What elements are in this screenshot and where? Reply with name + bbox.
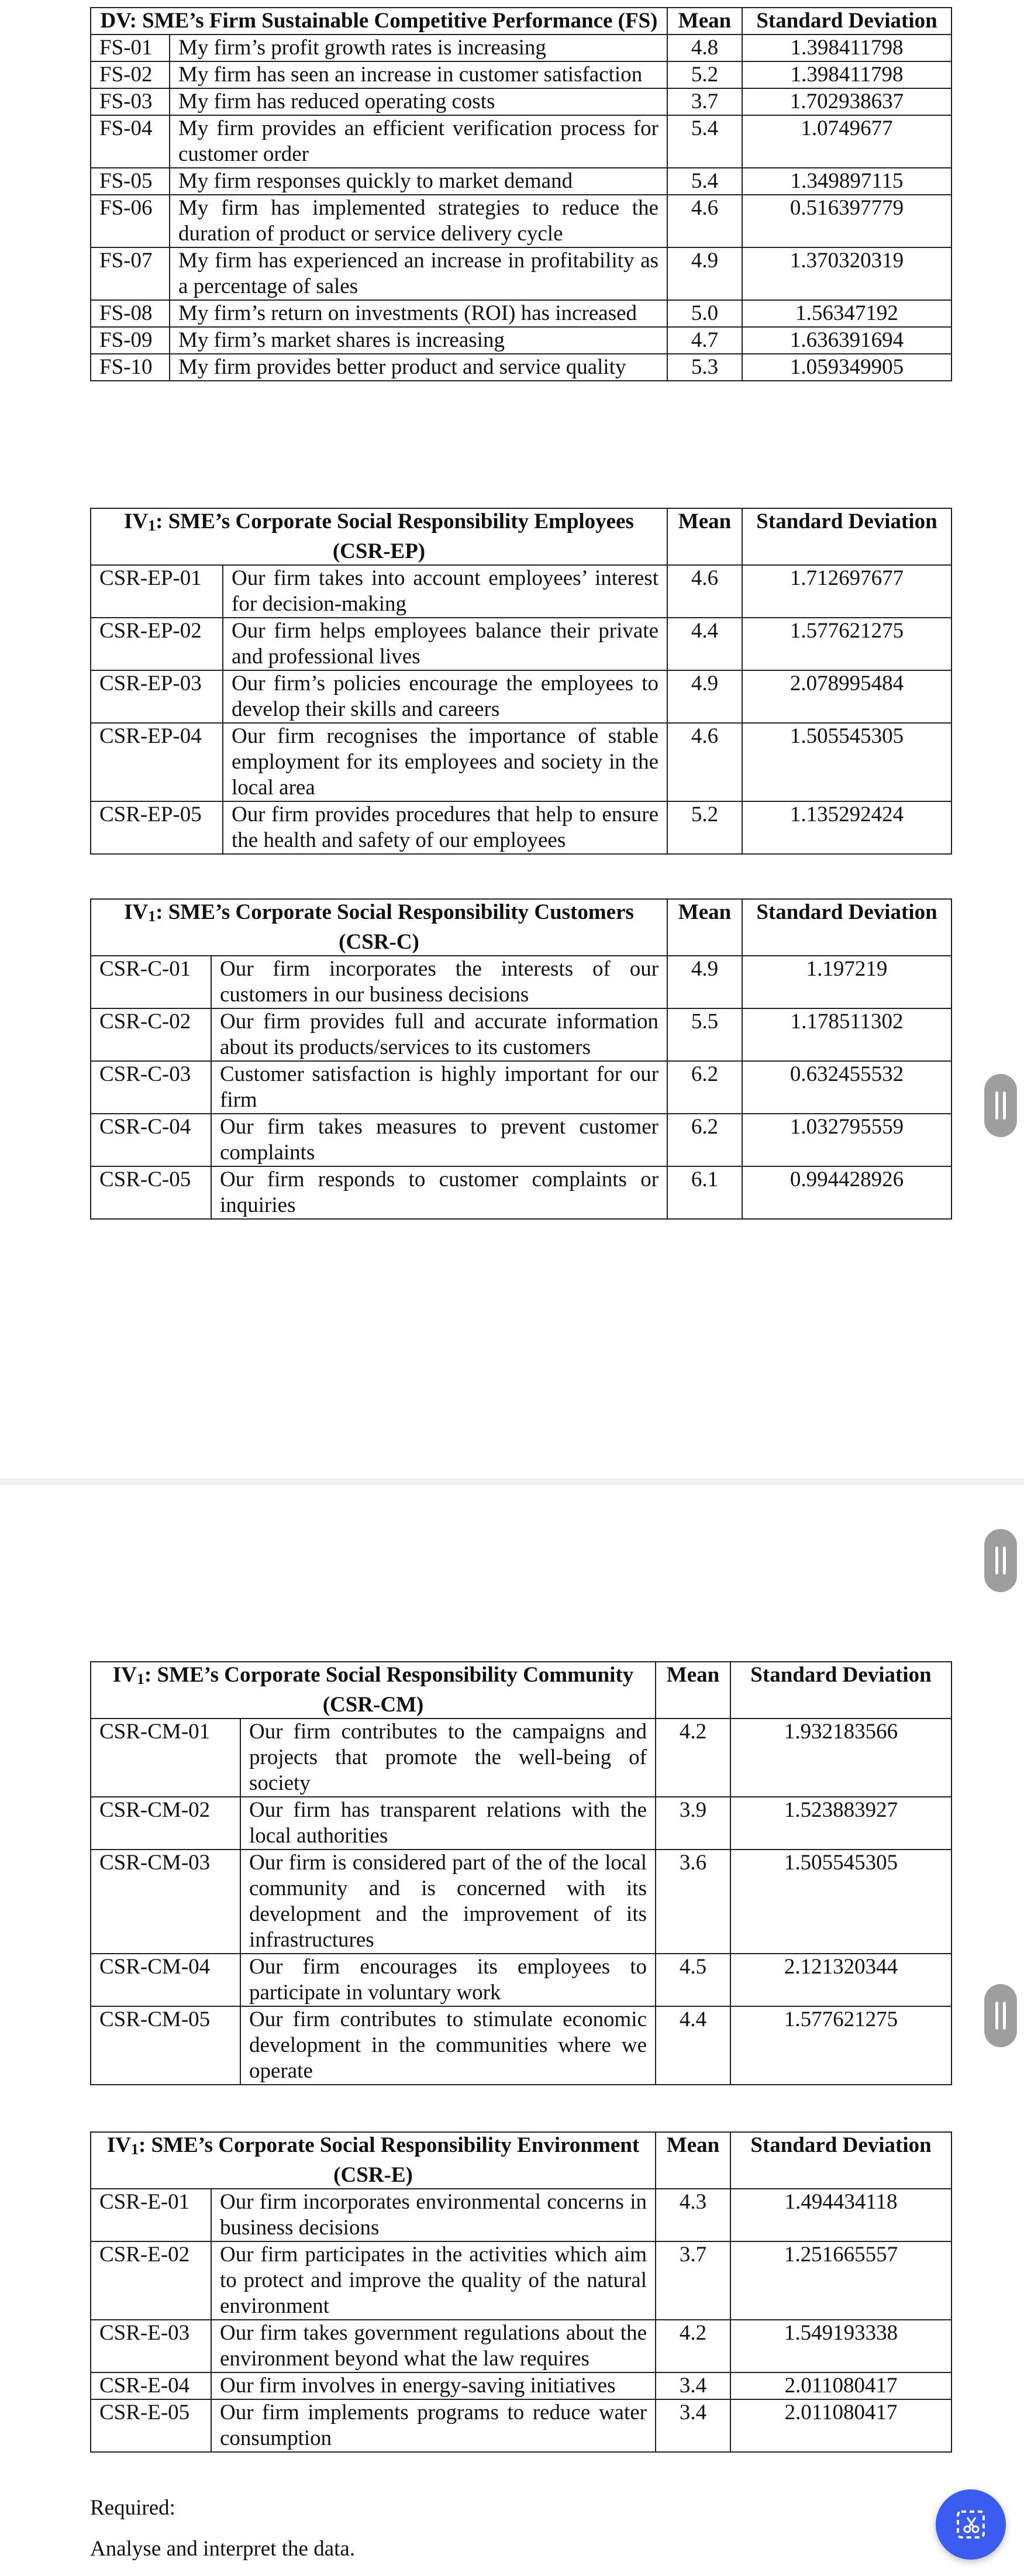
table-header-row [91,8,951,35]
item-code: CSR-CM-03 [91,1850,240,1954]
table-row [91,956,951,1008]
table-row [91,1797,951,1850]
item-mean: 4.6 [667,195,742,247]
item-sd: 1.398411798 [742,35,951,61]
sd-header: Standard Deviation [742,899,951,956]
screenshot-select-icon [954,2508,987,2541]
item-sd: 1.505545305 [742,723,951,801]
mean-header: Mean [656,2132,730,2189]
table-row [91,1166,951,1219]
item-sd: 1.577621275 [730,2006,951,2085]
item-description: My firm responses quickly to market demand [170,168,667,195]
table-row [91,2189,951,2241]
item-mean: 5.2 [667,61,742,88]
table-header-row [91,2132,951,2189]
table-header-row [91,508,951,565]
sd-header: Standard Deviation [730,2132,951,2189]
table-title [91,508,667,565]
item-sd: 1.135292424 [742,801,951,854]
table-row [91,2006,951,2085]
item-sd: 1.370320319 [742,247,951,300]
item-sd: 1.398411798 [742,61,951,88]
item-sd: 0.632455532 [742,1061,951,1114]
item-description: Our firm incorporates environmental concerns in business decisions [211,2189,656,2241]
item-description: My firm has reduced operating costs [170,88,667,115]
item-description: Our firm responds to customer complaints or inquiries [211,1166,667,1219]
item-description: Our firm incorporates the interests of our customers in our business decisions [211,956,667,1008]
item-sd: 1.523883927 [730,1797,951,1850]
item-code: CSR-C-02 [91,1008,211,1061]
sd-header: Standard Deviation [742,508,951,565]
table-row [91,1008,951,1061]
page-separator [0,1479,1024,1485]
table-row [91,327,951,354]
title-subscript: 1 [148,517,156,534]
item-description: Our firm encourages its employees to participate in voluntary work [240,1954,656,2006]
item-sd: 1.0749677 [742,115,951,168]
item-code: CSR-E-01 [91,2189,211,2241]
item-code: CSR-EP-03 [91,670,223,723]
item-sd: 0.994428926 [742,1166,951,1219]
item-sd: 2.078995484 [742,670,951,723]
item-mean: 4.2 [656,2320,730,2372]
table-title [91,1662,656,1719]
item-description: Our firm takes government regulations about the environment beyond what the law requires [211,2320,656,2372]
item-mean: 4.2 [656,1719,730,1797]
title-prefix: IV [112,1663,137,1687]
item-mean: 4.7 [667,327,742,354]
item-mean: 5.4 [667,168,742,195]
item-description: My firm’s market shares is increasing [170,327,667,354]
title-prefix: IV [124,900,149,924]
table-row [91,61,951,88]
item-code: CSR-CM-02 [91,1797,240,1850]
item-sd: 1.349897115 [742,168,951,195]
item-sd: 1.059349905 [742,354,951,381]
item-code: CSR-CM-04 [91,1954,240,2006]
item-mean: 4.9 [667,247,742,300]
item-sd: 1.178511302 [742,1008,951,1061]
item-code: CSR-EP-02 [91,618,223,670]
item-mean: 5.3 [667,354,742,381]
item-mean: 6.1 [667,1166,742,1219]
item-mean: 3.7 [656,2241,730,2320]
mean-header: Mean [667,508,742,565]
item-mean: 4.3 [656,2189,730,2241]
item-mean: 4.4 [667,618,742,670]
item-description: Our firm takes measures to prevent customer complaints [211,1114,667,1166]
title-subscript: 1 [148,908,156,925]
item-code: CSR-CM-05 [91,2006,240,2085]
item-mean: 6.2 [667,1061,742,1114]
item-sd: 1.577621275 [742,618,951,670]
item-sd: 1.549193338 [730,2320,951,2372]
item-description: Our firm helps employees balance their private and professional lives [223,618,667,670]
title-text: : SME’s Corporate Social Responsibility Environment (CSR-E) [138,2133,640,2187]
table-row [91,618,951,670]
title-text: : SME’s Corporate Social Responsibility Customers (CSR-C) [156,900,634,954]
item-sd: 1.636391694 [742,327,951,354]
item-mean: 4.6 [667,723,742,801]
table-row [91,354,951,381]
item-description: My firm’s return on investments (ROI) has increased [170,300,667,327]
item-mean: 4.8 [667,35,742,61]
title-text: : SME’s Corporate Social Responsibility Employees (CSR-EP) [156,509,634,563]
item-sd: 1.932183566 [730,1719,951,1797]
title-text: : SME’s Corporate Social Responsibility Community (CSR-CM) [144,1663,634,1717]
item-code: CSR-CM-01 [91,1719,240,1797]
table-row [91,801,951,854]
item-description: Our firm contributes to the campaigns and projects that promote the well-being of society [240,1719,656,1797]
table-row [91,1061,951,1114]
table-row [91,1954,951,2006]
item-description: Our firm takes into account employees’ interest for decision-making [223,565,667,618]
item-code: CSR-EP-04 [91,723,223,801]
table-row [91,2241,951,2320]
item-code: CSR-C-04 [91,1114,211,1166]
item-mean: 3.7 [667,88,742,115]
csr-cm-table [90,1661,952,2085]
table-title: DV: SME’s Firm Sustainable Competitive Performance (FS) [91,8,667,35]
drag-handle-icon[interactable] [984,1074,1017,1137]
item-code: FS-08 [91,300,170,327]
table-row [91,195,951,247]
item-description: My firm provides better product and service quality [170,354,667,381]
drag-handle-icon[interactable] [984,1529,1017,1592]
item-code: FS-01 [91,35,170,61]
sd-header: Standard Deviation [742,8,951,35]
item-description: Our firm is considered part of the of the local community and is concerned with its development and the improvement of its infrastructures [240,1850,656,1954]
item-sd: 2.011080417 [730,2372,951,2399]
item-description: My firm has implemented strategies to reduce the duration of product or service delivery cycle [170,195,667,247]
item-mean: 3.4 [656,2372,730,2399]
item-sd: 0.516397779 [742,195,951,247]
item-sd: 2.121320344 [730,1954,951,2006]
item-mean: 4.5 [656,1954,730,2006]
csr-c-table [90,898,952,1220]
item-sd: 1.712697677 [742,565,951,618]
item-code: FS-04 [91,115,170,168]
item-code: CSR-E-02 [91,2241,211,2320]
item-code: FS-06 [91,195,170,247]
item-mean: 4.6 [667,565,742,618]
item-mean: 5.5 [667,1008,742,1061]
csr-e-table [90,2131,952,2453]
mean-header: Mean [667,899,742,956]
item-description: Our firm involves in energy-saving initiatives [211,2372,656,2399]
item-mean: 3.4 [656,2399,730,2452]
item-sd: 1.702938637 [742,88,951,115]
drag-handle-icon[interactable] [984,1984,1017,2047]
table-header-row [91,899,951,956]
item-mean: 4.9 [667,956,742,1008]
item-description: Our firm implements programs to reduce water consumption [211,2399,656,2452]
table-row [91,2372,951,2399]
item-code: CSR-EP-01 [91,565,223,618]
title-prefix: IV [124,509,149,533]
item-mean: 3.9 [656,1797,730,1850]
item-sd: 1.197219 [742,956,951,1008]
table-row [91,247,951,300]
item-code: CSR-C-01 [91,956,211,1008]
sd-header: Standard Deviation [730,1662,951,1719]
item-mean: 5.4 [667,115,742,168]
item-sd: 1.494434118 [730,2189,951,2241]
item-sd: 1.251665557 [730,2241,951,2320]
item-code: CSR-E-03 [91,2320,211,2372]
item-sd: 2.011080417 [730,2399,951,2452]
item-mean: 6.2 [667,1114,742,1166]
item-code: CSR-C-05 [91,1166,211,1219]
item-description: My firm’s profit growth rates is increasing [170,35,667,61]
item-mean: 5.2 [667,801,742,854]
item-code: FS-10 [91,354,170,381]
item-description: My firm has experienced an increase in profitability as a percentage of sales [170,247,667,300]
fs-table [90,7,952,381]
table-row [91,2320,951,2372]
instruction-text: Analyse and interpret the data. [90,2537,356,2561]
mean-header: Mean [667,8,742,35]
item-mean: 4.4 [656,2006,730,2085]
table-row [91,2399,951,2452]
table-title [91,2132,656,2189]
table-row [91,1719,951,1797]
table-row [91,168,951,195]
table-row [91,1850,951,1954]
screenshot-select-button[interactable] [936,2489,1006,2560]
table-row [91,35,951,61]
item-description: Our firm recognises the importance of stable employment for its employees and society in the local area [223,723,667,801]
item-code: CSR-E-04 [91,2372,211,2399]
item-description: Our firm participates in the activities which aim to protect and improve the quality of the natural environment [211,2241,656,2320]
item-mean: 3.6 [656,1850,730,1954]
item-description: Our firm has transparent relations with the local authorities [240,1797,656,1850]
item-description: Our firm provides full and accurate information about its products/services to its customers [211,1008,667,1061]
item-description: Our firm’s policies encourage the employees to develop their skills and careers [223,670,667,723]
item-code: FS-07 [91,247,170,300]
item-code: CSR-E-05 [91,2399,211,2452]
mean-header: Mean [656,1662,730,1719]
csr-ep-table [90,508,952,855]
table-title [91,899,667,956]
item-code: FS-09 [91,327,170,354]
item-code: FS-03 [91,88,170,115]
item-description: Our firm contributes to stimulate economic development in the communities where we operate [240,2006,656,2085]
item-mean: 5.0 [667,300,742,327]
table-row [91,565,951,618]
item-description: My firm provides an efficient verification process for customer order [170,115,667,168]
item-code: FS-05 [91,168,170,195]
title-subscript: 1 [136,1671,144,1688]
table-row [91,670,951,723]
item-mean: 4.9 [667,670,742,723]
title-prefix: IV [106,2133,131,2157]
item-sd: 1.505545305 [730,1850,951,1954]
table-header-row [91,1662,951,1719]
table-row [91,88,951,115]
item-sd: 1.032795559 [742,1114,951,1166]
item-code: FS-02 [91,61,170,88]
item-description: Customer satisfaction is highly important for our firm [211,1061,667,1114]
required-label: Required: [90,2496,175,2520]
item-description: Our firm provides procedures that help to ensure the health and safety of our employees [223,801,667,854]
item-sd: 1.56347192 [742,300,951,327]
title-subscript: 1 [130,2141,139,2158]
table-row [91,723,951,801]
table-row [91,1114,951,1166]
item-code: CSR-C-03 [91,1061,211,1114]
item-description: My firm has seen an increase in customer satisfaction [170,61,667,88]
table-row [91,115,951,168]
table-row [91,300,951,327]
item-code: CSR-EP-05 [91,801,223,854]
